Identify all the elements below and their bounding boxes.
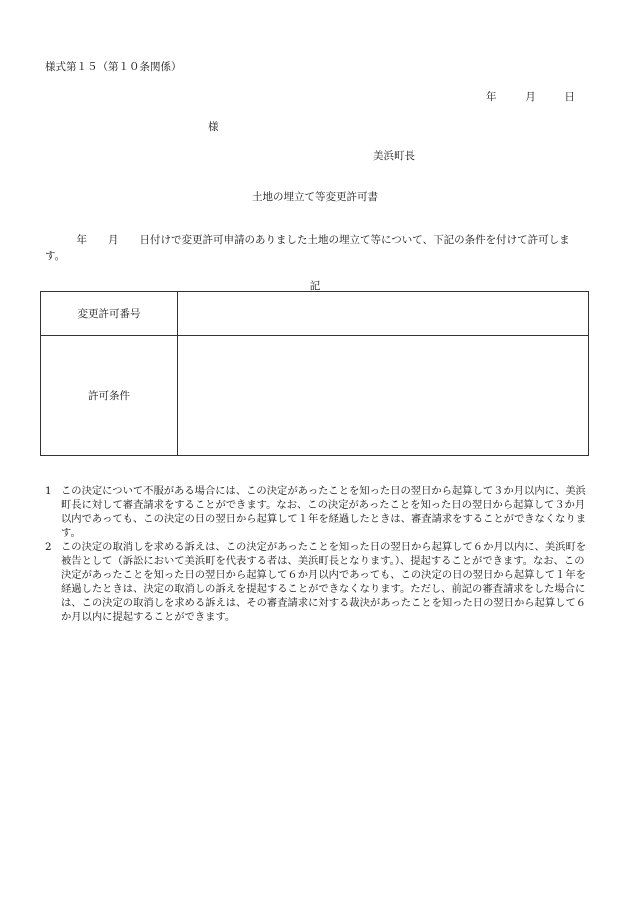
issuer: 美浜町長	[373, 150, 415, 162]
table-row	[41, 292, 589, 336]
permit-conditions-value[interactable]	[178, 336, 589, 456]
date-month: 月	[525, 91, 536, 103]
note-text: この決定の取消しを求める訴えは、この決定があったことを知った日の翌日から起算して６か月以内に、美浜町を被告として（訴訟において美浜町を代表する者は、美浜町長となります。）、提起することができます。なお、この決定があったことを知った日の翌日から起算して６か月以内であっても、この決定の日の翌日から起算して１年を経過したときは、決定の取消しの訴えを提起することができなくなります。ただし、前記の審査請求をした場合には、この決定の取消しを求める訴えは、その審査請求に対する裁決があったことを知った日の翌日から起算して６か月以内に提起することができます。	[61, 541, 587, 623]
note-number: 1	[45, 485, 52, 497]
document-title: 土地の埋立て等変更許可書	[252, 191, 378, 203]
change-permit-number-label: 変更許可番号	[41, 292, 178, 336]
form-number: 様式第１５（第１０条関係）	[45, 61, 182, 73]
note-number: 2	[45, 541, 52, 553]
addressee: 様	[208, 121, 219, 133]
permit-table	[40, 291, 589, 456]
notes-section	[45, 484, 588, 624]
body-paragraph: 年 月 日付けで変更許可申請のありました土地の埋立て等について、下記の条件を付けて許可します。	[45, 234, 570, 262]
date-line	[486, 89, 575, 104]
note-text: この決定について不服がある場合には、この決定があったことを知った日の翌日から起算して３か月以内に、美浜町長に対して審査請求をすることができます。なお、この決定があったことを知った日の翌日から起算して３か月以内であっても、この決定の日の翌日から起算して１年を経過したときは、審査請求をすることができなくなります。	[61, 485, 587, 539]
permit-conditions-label: 許可条件	[41, 336, 178, 456]
date-day: 日	[564, 91, 575, 103]
note-item	[45, 540, 588, 624]
table-row	[41, 336, 589, 456]
note-item	[45, 484, 588, 540]
ki-label: 記	[309, 280, 321, 292]
change-permit-number-value[interactable]	[178, 292, 589, 336]
date-year: 年	[486, 91, 497, 103]
